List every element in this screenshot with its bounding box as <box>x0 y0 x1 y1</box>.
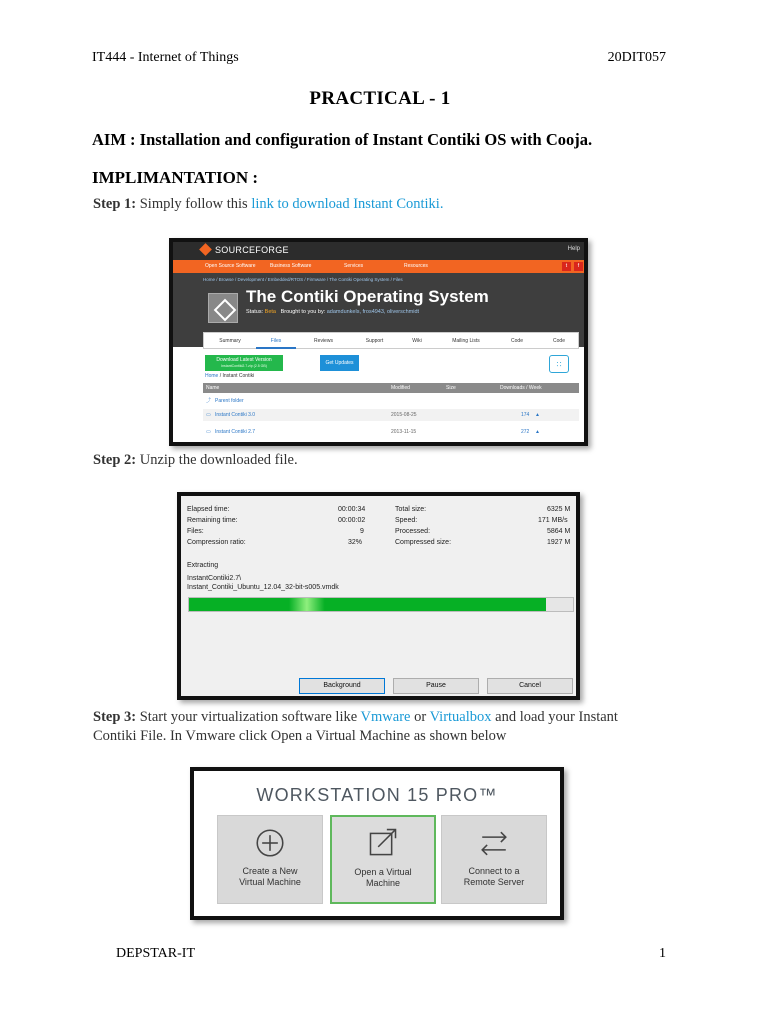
sf-nav-item[interactable]: Services <box>344 263 364 269</box>
sf-nav-item[interactable]: Open Source Software <box>205 263 256 269</box>
col-modified[interactable]: Modified <box>391 385 410 391</box>
folder-icon: ▭ <box>206 429 211 435</box>
sf-navbar <box>173 260 584 273</box>
extracting-label: Extracting <box>187 562 219 569</box>
project-title: The Contiki Operating System <box>246 287 489 306</box>
sf-help-link[interactable]: Help <box>567 246 580 252</box>
remaining-label: Remaining time: <box>187 517 238 524</box>
files-label: Files: <box>187 528 204 535</box>
compressed-value: 1927 M <box>547 539 571 546</box>
download-latest-button[interactable] <box>205 355 283 371</box>
processed-label: Processed: <box>395 528 431 535</box>
step2-label: Step 2: <box>93 452 137 468</box>
ratio-value: 32% <box>348 539 363 546</box>
download-link[interactable]: link to download Instant Contiki. <box>251 196 444 212</box>
developers-links[interactable]: adamdunkels, fros4943, oliverschmidt <box>326 309 420 315</box>
pause-button[interactable]: Pause <box>393 678 479 694</box>
page-title: PRACTICAL - 1 <box>309 88 451 109</box>
step3-label: Step 3: <box>93 709 137 725</box>
tab-code-2[interactable]: Code <box>553 338 565 344</box>
step1-paragraph <box>93 195 443 214</box>
implementation-heading: IMPLIMANTATION : <box>92 168 259 187</box>
file-name-link[interactable]: Instant Contiki 3.0 <box>215 412 256 418</box>
sourceforge-logo-icon <box>199 243 212 256</box>
chart-icon: ▲ <box>535 429 540 435</box>
table-row[interactable] <box>203 409 579 421</box>
sf-logo <box>201 245 289 255</box>
virtualbox-link[interactable]: Virtualbox <box>429 709 492 725</box>
swap-arrows-icon <box>442 826 546 860</box>
elapsed-value: 00:00:34 <box>338 506 366 513</box>
progress-fill <box>189 598 546 611</box>
total-size-value: 6325 M <box>547 506 571 513</box>
header-student-id: 20DIT057 <box>607 50 666 65</box>
extraction-dialog <box>177 492 580 700</box>
create-vm-line2: Virtual Machine <box>239 877 301 887</box>
file-name-link[interactable]: Instant Contiki 2.7 <box>215 429 256 435</box>
speed-value: 171 MB/s <box>538 517 568 524</box>
cancel-button[interactable]: Cancel <box>487 678 573 694</box>
tab-mailing-lists[interactable]: Mailing Lists <box>452 338 480 344</box>
files-path <box>205 373 254 379</box>
header-course: IT444 - Internet of Things <box>92 50 239 65</box>
file-modified: 2015-08-25 <box>391 412 417 418</box>
file-downloads: 272 <box>521 429 530 435</box>
vmware-link[interactable]: Vmware <box>360 709 411 725</box>
page-number: 1 <box>659 946 666 961</box>
download-latest-sub: InstantContiki2.7.zip (2.5 GB) <box>221 364 267 368</box>
tab-files[interactable]: Files <box>256 333 296 349</box>
ratio-label: Compression ratio: <box>187 539 246 546</box>
files-value: 9 <box>360 528 364 535</box>
status-value: Beta <box>264 309 276 315</box>
col-downloads[interactable]: Downloads / Week <box>500 385 542 391</box>
step1-label: Step 1: <box>93 196 137 212</box>
plus-circle-icon <box>218 826 322 860</box>
parent-folder-row[interactable] <box>203 395 579 407</box>
speed-label: Speed: <box>395 517 418 524</box>
open-vm-label <box>332 867 434 889</box>
elapsed-label: Elapsed time: <box>187 506 230 513</box>
tab-wiki[interactable]: Wiki <box>412 338 422 344</box>
connect-remote-line1: Connect to a <box>468 866 520 876</box>
compressed-label: Compressed size: <box>395 539 452 546</box>
create-vm-button[interactable] <box>217 815 323 904</box>
connect-remote-line2: Remote Server <box>463 877 525 887</box>
progress-bar <box>188 597 574 612</box>
tab-summary[interactable]: Summary <box>219 338 241 344</box>
open-vm-line1: Open a Virtual <box>354 867 412 877</box>
processed-value: 5864 M <box>547 528 571 535</box>
download-latest-label: Download Latest Version <box>216 357 272 363</box>
rss-icon[interactable]: ∷ <box>549 355 569 373</box>
breadcrumb[interactable]: Home / Browse / Development / Embedded/RTOS / Firmware / The Contiki Operating System / Files <box>203 277 403 282</box>
sourceforge-screenshot <box>169 238 588 446</box>
get-updates-button[interactable]: Get Updates <box>320 355 359 371</box>
create-vm-line1: Create a New <box>242 866 298 876</box>
sf-nav-item[interactable]: Resources <box>404 263 428 269</box>
chart-icon: ▲ <box>535 412 540 418</box>
connect-remote-button[interactable] <box>441 815 547 904</box>
col-name[interactable]: Name <box>206 385 220 391</box>
step3-or: or <box>414 709 427 725</box>
step1-text: Simply follow this <box>139 196 248 212</box>
open-vm-button[interactable] <box>330 815 436 904</box>
extracting-path-1: InstantContiki2.7\ <box>187 575 242 582</box>
extracting-path-2: Instant_Contiki_Ubuntu_12.04_32-bit-s005.vmdk <box>187 584 339 591</box>
parent-folder-link[interactable]: Parent folder <box>215 398 244 404</box>
step3-paragraph <box>93 708 693 746</box>
path-current: / Instant Contiki <box>218 373 255 379</box>
file-downloads: 174 <box>521 412 530 418</box>
total-size-label: Total size: <box>395 506 427 513</box>
step3-text2: and load your Instant <box>495 709 618 725</box>
sf-topbar <box>173 242 584 260</box>
open-external-icon <box>332 827 434 861</box>
project-status <box>246 309 419 315</box>
create-vm-label <box>218 866 322 888</box>
footer-department: DEPSTAR-IT <box>116 946 195 961</box>
sf-nav-item[interactable]: Business Software <box>270 263 312 269</box>
col-size[interactable]: Size <box>446 385 456 391</box>
facebook-icon[interactable]: f <box>574 262 583 271</box>
files-table-header <box>203 383 579 393</box>
step3-text1: Start your virtualization software like <box>139 709 358 725</box>
tab-reviews[interactable]: Reviews <box>314 338 333 344</box>
workstation-screenshot <box>190 767 564 920</box>
path-home-link[interactable]: Home <box>205 373 219 379</box>
tab-support[interactable]: Support <box>365 338 384 344</box>
twitter-icon[interactable]: t <box>562 262 571 271</box>
remaining-value: 00:00:02 <box>338 517 366 524</box>
open-vm-line2: Machine <box>365 878 401 888</box>
sf-tabbar <box>203 332 579 349</box>
tab-code[interactable]: Code <box>511 338 523 344</box>
sf-brand: SOURCEFORGE <box>215 245 289 255</box>
folder-icon: ▭ <box>206 412 211 418</box>
aim-text: AIM : Installation and configuration of Instant Contiki OS with Cooja. <box>92 130 593 149</box>
project-logo-icon <box>208 293 238 323</box>
parent-folder-icon: ⤴ <box>206 398 212 404</box>
background-button[interactable]: Background <box>299 678 385 694</box>
step2-text: Unzip the downloaded file. <box>139 452 298 468</box>
table-row[interactable] <box>203 426 579 438</box>
brought-by-label: Brought to you by: <box>280 309 326 315</box>
step2-paragraph <box>93 451 298 470</box>
connect-remote-label <box>442 866 546 888</box>
workstation-title: WORKSTATION 15 PRO™ <box>256 785 498 805</box>
status-label: Status: <box>246 309 264 315</box>
file-modified: 2013-11-15 <box>391 429 417 435</box>
step3-line2: Contiki File. In Vmware click Open a Virtual Machine as shown below <box>93 728 507 744</box>
